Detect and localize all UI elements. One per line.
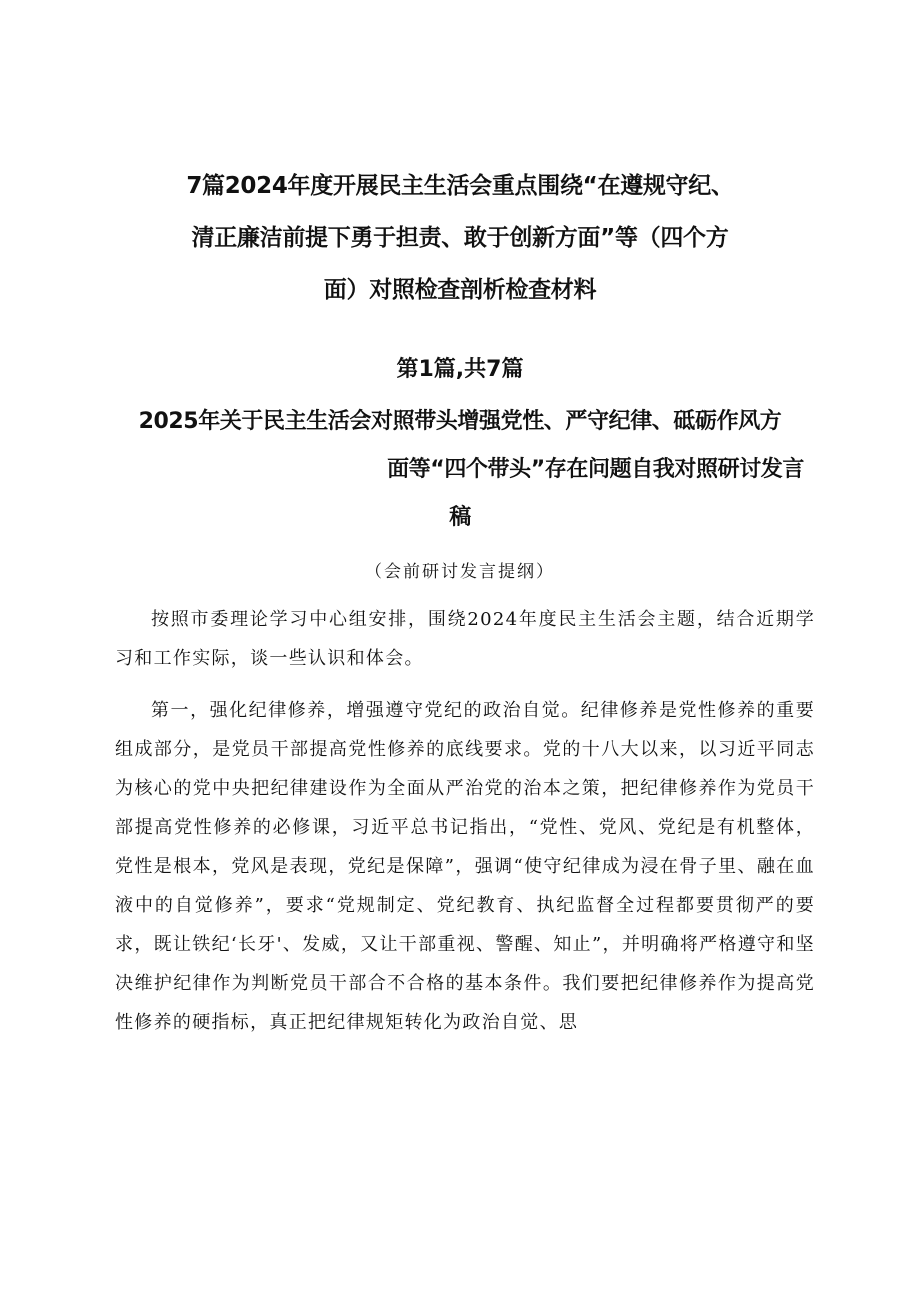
outline-note: （会前研讨发言提纲） — [365, 562, 555, 582]
subtitle-line-1: 2025年关于民主生活会对照带头增强党性、严守纪律、砥砺作风方 — [138, 409, 782, 434]
title-line-1: 7篇2024年度开展民主生活会重点围绕“在遵规守纪、 — [186, 173, 734, 199]
document-title — [140, 160, 780, 316]
document-body — [115, 600, 815, 1042]
title-line-3: 面）对照检查剖析检查材料 — [323, 277, 597, 303]
subtitle-line-3: 稿 — [449, 505, 471, 530]
part-label: 第1篇,共7篇 — [396, 357, 524, 382]
section-subtitle — [110, 398, 810, 542]
title-line-2: 清正廉洁前提下勇于担责、敢于创新方面”等（四个方 — [191, 225, 729, 251]
subtitle-line-2: 面等“四个带头”存在问题自我对照研讨发言 — [387, 457, 804, 482]
body-paragraph-intro: 按照市委理论学习中心组安排，围绕2024年度民主生活会主题，结合近期学习和工作实际，谈一些认识和体会。 — [115, 609, 815, 669]
body-paragraph-first-point: 第一，强化纪律修养，增强遵守党纪的政治自觉。纪律修养是党性修养的重要组成部分，是党员干部提高党性修养的底线要求。党的十八大以来，以习近平同志为核心的党中央把纪律建设作为全面从严治党的治本之策，把纪律修养作为党员干部提高党性修养的必修课，习近平总书记指出，“党性、党风、党纪是有机整体，党性是根本，党风是表现，党纪是保障”，强调“使守纪律成为浸在骨子里、融在血液中的自觉修养”，要求“党规制定、党纪教育、执纪监督全过程都要贯彻严的要求，既让铁纪‘长牙'、发威，又让干部重视、警醒、知止”，并明确将严格遵守和坚决维护纪律作为判断党员干部合不合格的基本条件。我们要把纪律修养作为提高党性修养的硬指标，真正把纪律规矩转化为政治自觉、思 — [115, 700, 815, 1033]
